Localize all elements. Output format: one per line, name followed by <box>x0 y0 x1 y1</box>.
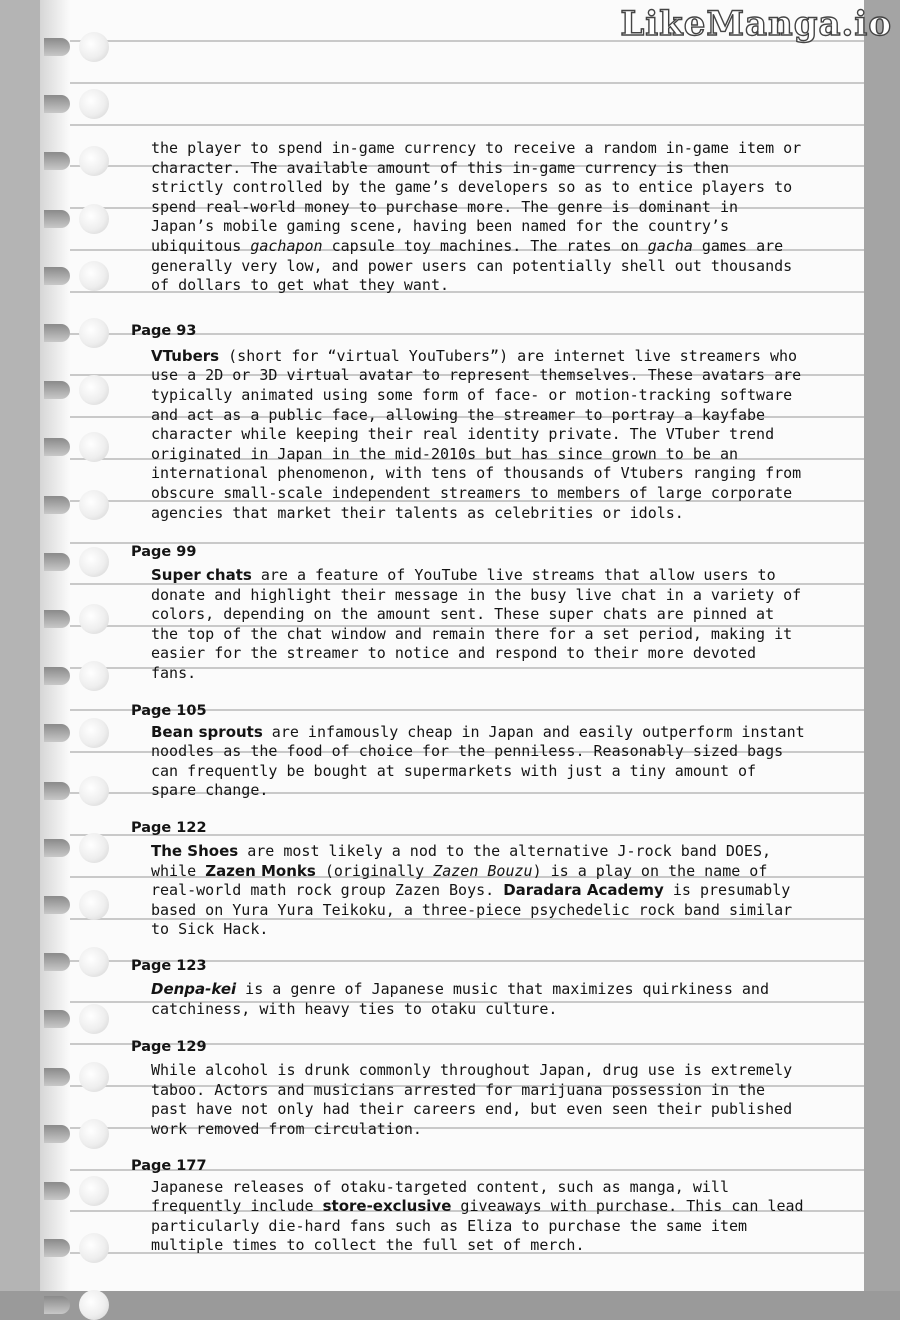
binder-ring <box>44 38 70 56</box>
punch-hole <box>79 1119 109 1149</box>
binder-ring <box>44 782 70 800</box>
punch-hole <box>79 890 109 920</box>
note-heading: Page 123 <box>131 958 207 974</box>
left-background <box>0 0 40 1291</box>
binder-ring <box>44 496 70 514</box>
binder-ring <box>44 267 70 285</box>
punch-hole <box>79 1004 109 1034</box>
punch-hole <box>79 833 109 863</box>
note-heading: Page 105 <box>131 702 207 719</box>
ruled-line <box>70 82 864 84</box>
binder-ring <box>44 953 70 971</box>
note-page-99 <box>131 542 806 684</box>
note-text: While alcohol is drunk commonly throughout Japan, drug use is extremely taboo. Actors and musicians arrested for marijuana possession in the past have not only had their careers end, but even seen their published work removed from circulation. <box>151 1061 793 1138</box>
binder-ring <box>44 324 70 342</box>
note-text: VTubers (short for “virtual YouTubers”) are internet live streamers who use a 2D or 3D virtual avatar to represent themselves. These avatars are typically animated using some form of face- or motion-tracking software and act as a public face, allowing the streamer to portray a kayfabe character while keeping their real identity private. The VTuber trend originated in Japan in the mid-2010s but has since grown to be an international phenomenon, with tens of thousands of Vtubers ranging from obscure small-scale independent streamers to members of large corporate agencies that market their talents as celebrities or idols. <box>151 346 802 522</box>
punch-hole <box>79 318 109 348</box>
punch-hole <box>79 1176 109 1206</box>
binder-ring <box>44 896 70 914</box>
punch-hole <box>79 1290 109 1320</box>
punch-hole <box>79 146 109 176</box>
punch-hole <box>79 490 109 520</box>
punch-hole <box>79 261 109 291</box>
note-text: Denpa-kei is a genre of Japanese music that maximizes quirkiness and catchiness, with heavy ties to otaku culture. <box>151 980 769 1018</box>
translation-notes <box>131 139 806 1256</box>
right-background <box>864 0 900 1291</box>
binder-ring <box>44 553 70 571</box>
note-page-122 <box>131 818 806 940</box>
paper-edge-shadow <box>40 0 70 1291</box>
punch-hole <box>79 32 109 62</box>
binder-ring <box>44 839 70 857</box>
note-heading: Page 129 <box>131 1039 207 1056</box>
note-page-105 <box>131 701 806 801</box>
binder-ring <box>44 152 70 170</box>
binder-ring <box>44 1068 70 1086</box>
binder-ring <box>44 724 70 742</box>
binder-ring <box>44 210 70 228</box>
note-heading: Page 93 <box>131 322 197 339</box>
note-page-123 <box>131 956 806 1019</box>
binder-ring <box>44 438 70 456</box>
watermark-logo: LikeManga.io <box>620 4 892 44</box>
note-page-129 <box>131 1037 806 1139</box>
punch-hole <box>79 776 109 806</box>
ruled-line <box>70 124 864 126</box>
binder-ring <box>44 1239 70 1257</box>
punch-hole <box>79 204 109 234</box>
binder-ring <box>44 1010 70 1028</box>
punch-hole <box>79 1062 109 1092</box>
punch-hole <box>79 432 109 462</box>
note-page-93 <box>131 321 806 523</box>
binder-ring <box>44 1296 70 1314</box>
punch-hole <box>79 89 109 119</box>
binder-ring <box>44 381 70 399</box>
binder-ring <box>44 1182 70 1200</box>
punch-hole <box>79 661 109 691</box>
binder-ring <box>44 667 70 685</box>
binder-ring <box>44 95 70 113</box>
punch-hole <box>79 547 109 577</box>
note-heading: Page 177 <box>131 1157 207 1174</box>
note-text: Japanese releases of otaku-targeted content, such as manga, will frequently include store-exclusive giveaways with purchase. This can lead particularly die-hard fans such as Eliza to purchase the same item multiple times to collect the full set of merch. <box>151 1177 804 1255</box>
note-heading: Page 122 <box>131 820 207 837</box>
note-text: The Shoes are most likely a nod to the alternative J-rock band DOES, while Zazen Monks (originally Zazen Bouzu) is a play on the name of real-world math rock group Zazen Boys. Daradara Academy is presumably based on Yura Yura Teikoku, a three-piece psychedelic rock band similar to Sick Hack. <box>151 842 793 939</box>
note-heading: Page 99 <box>131 544 197 561</box>
punch-hole <box>79 375 109 405</box>
intro-paragraph: the player to spend in-game currency to receive a random in-game item or character. The available amount of this in-game currency is then strictly controlled by the game’s developers so as to entice players to spend real-world money to purchase more. The genre is dominant in Japan’s mobile gaming scene, having been named for the country’s ubiquitous gachapon capsule toy machines. The rates on gacha games are generally very low, and power users can potentially shell out thousands of dollars to get what they want. <box>151 139 802 295</box>
punch-hole <box>79 604 109 634</box>
note-text: Super chats are a feature of YouTube live streams that allow users to donate and highlight their message in the busy live chat in a variety of colors, depending on the amount sent. These super chats are pinned at the top of the chat window and remain there for a set period, making it easier for the streamer to notice and respond to their more devoted fans. <box>151 566 802 683</box>
punch-hole <box>79 1233 109 1263</box>
note-text: Bean sprouts are infamously cheap in Japan and easily outperform instant noodles as the food of choice for the penniless. Reasonably sized bags can frequently be bought at supermarkets with just a tiny amount of spare change. <box>151 722 805 800</box>
binder-ring <box>44 1125 70 1143</box>
punch-hole <box>79 718 109 748</box>
binder-ring <box>44 610 70 628</box>
punch-hole <box>79 947 109 977</box>
note-page-177 <box>131 1156 806 1256</box>
